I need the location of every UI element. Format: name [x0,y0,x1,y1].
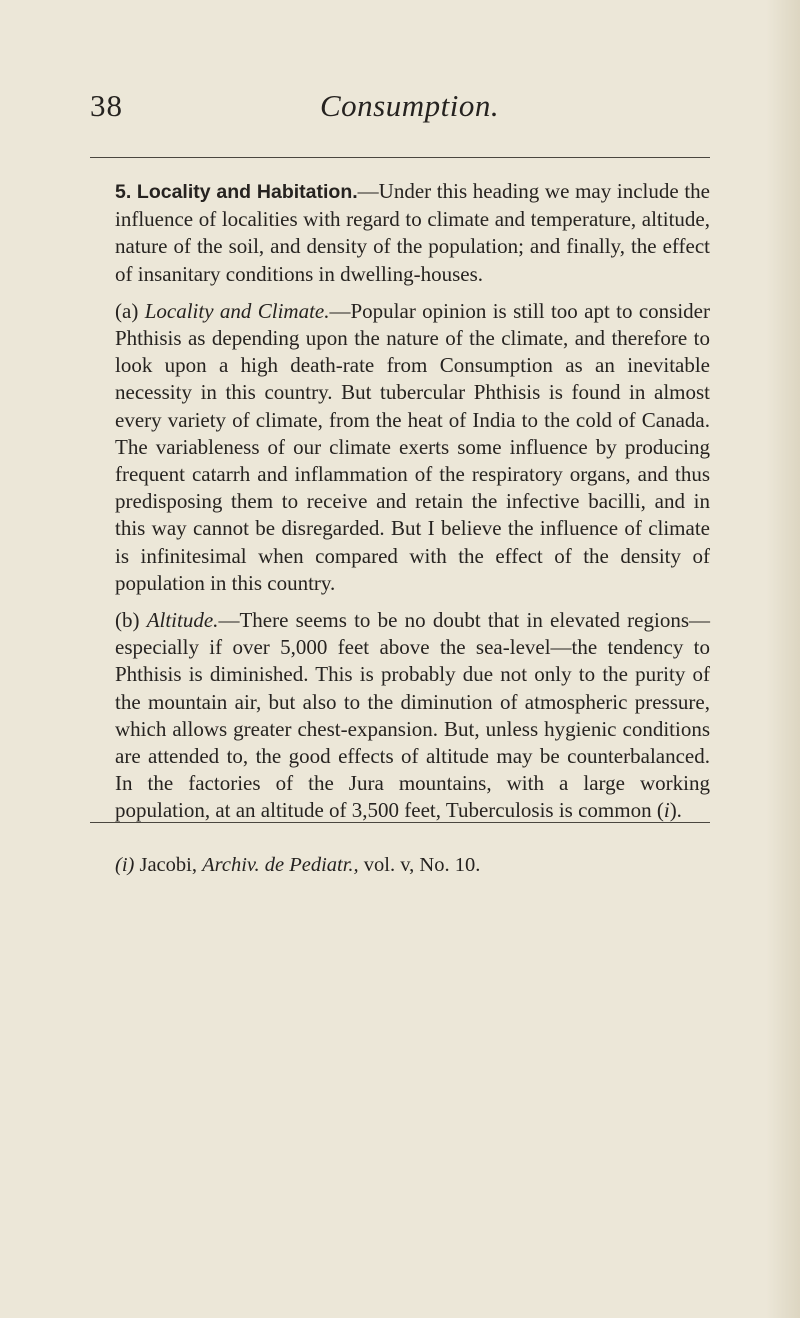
subsection-a-marker: (a) [115,298,139,323]
footnote-journal: Archiv. de Pediatr., [202,854,359,876]
footnote-ref-mark: i [663,798,670,823]
footnote-citation: vol. v, No. 10. [363,854,481,876]
subsection-a-paragraph [115,298,710,597]
page-number: 38 [90,88,123,123]
footnote-rule [90,822,710,823]
section-paragraph [115,178,710,288]
section-number: 5. [115,181,132,203]
header-rule [90,157,710,158]
section-intro: —Under this heading we may include the influence of localities with regard to climate and temperature, altitude, nature of the soil, and density of the population; and finally, the effect of insanitary conditions in dwelling-houses. [115,179,711,286]
body-text [115,178,710,835]
subsection-b-text-end: ). [669,798,682,823]
subsection-a-label: Locality and Climate. [144,298,330,323]
subsection-b-paragraph [115,607,710,825]
subsection-b-text: —There seems to be no doubt that in elevated regions—especially if over 5,000 feet above the sea-level—the tendency to Phthisis is diminished. This is probably due not only to the purity of the mountain air, but also to the diminution of atmospheric pressure, which allows greater chest-expansion. But, unless hygienic conditions are attended to, the good effects of altitude may be counterbalanced. In the factories of the Jura mountains, with a large working population, at an altitude of 3,500 feet, Tuberculosis is common ( [115,608,710,823]
section-heading: Locality and Habitation. [136,181,358,203]
page-edge-shadow [766,0,800,1318]
subsection-a-text: —Popular opinion is still too apt to consider Phthisis as depending upon the nature of the climate, and therefore to look upon a high death-rate from Consumption as an inevitable necessity in this country. But tubercular Phthisis is found in almost every variety of climate, from the heat of India to the cold of Canada. The variableness of our climate exerts some influence by producing frequent catarrh and inflammation of the respiratory organs, and thus predisposing them to receive and retain the infective bacilli, and in this way cannot be disregarded. But I believe the influence of climate is infinitesimal when compared with the effect of the density of population in this country. [115,298,711,595]
subsection-b-marker: (b) [115,608,140,633]
subsection-b-label: Altitude. [146,608,219,633]
footnote-author: Jacobi, [139,854,197,876]
footnote-mark: (i) [115,854,135,876]
running-title: Consumption. [320,88,500,123]
footnote [115,852,715,878]
page-header [90,86,710,130]
